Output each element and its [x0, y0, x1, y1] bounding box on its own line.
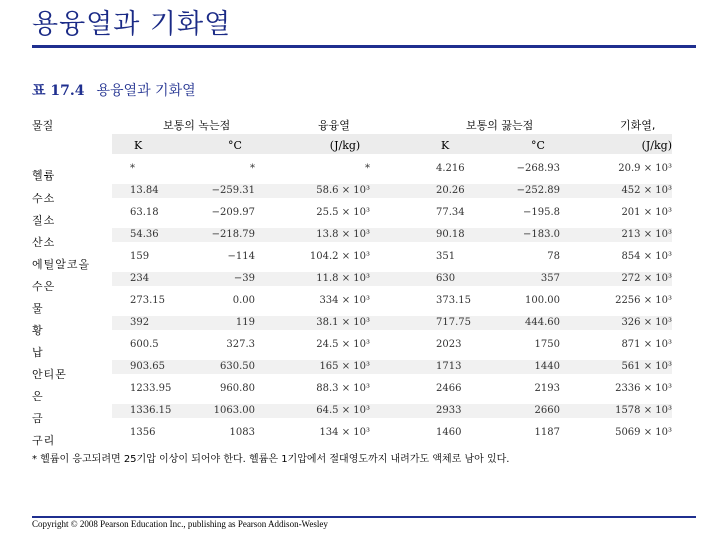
cell-k2: 2466	[436, 383, 462, 394]
copyright-notice: Copyright © 2008 Pearson Education Inc., publishing as Pearson Addison-Wesley	[32, 519, 328, 529]
cell-k1: 273.15	[130, 295, 165, 306]
cell-lv: 201 × 10³	[621, 207, 672, 218]
cell-c1: 1083	[229, 427, 255, 438]
table-number: 표 17.4	[32, 83, 85, 99]
cell-lv: 213 × 10³	[621, 229, 672, 240]
cell-lv: 20.9 × 10³	[618, 163, 672, 174]
cell-c2: 357	[540, 273, 560, 284]
cell-k2: 351	[436, 251, 456, 262]
row-label: 은	[32, 390, 44, 403]
unit-vaporization: (J/kg)	[641, 139, 672, 152]
cell-c2: 1750	[534, 339, 560, 350]
cell-c1: 1063.00	[213, 405, 255, 416]
cell-lv: 1578 × 10³	[615, 405, 672, 416]
cell-lf: 25.5 × 10³	[316, 207, 370, 218]
cell-lv: 272 × 10³	[621, 273, 672, 284]
cell-c2: −252.89	[516, 185, 560, 196]
cell-k1: 600.5	[130, 339, 159, 350]
cell-k1: 1336.15	[130, 405, 172, 416]
cell-k1: 1233.95	[130, 383, 172, 394]
cell-lf: 88.3 × 10³	[316, 383, 370, 394]
row-label: 금	[32, 412, 44, 425]
cell-lv: 2336 × 10³	[615, 383, 672, 394]
cell-k2: 1460	[436, 427, 462, 438]
cell-lf: 64.5 × 10³	[316, 405, 370, 416]
footer-divider	[32, 516, 696, 518]
row-label: 물	[32, 302, 44, 315]
cell-k1: 392	[130, 317, 150, 328]
cell-c1: −259.31	[211, 185, 255, 196]
cell-k1: 903.65	[130, 361, 165, 372]
cell-k1: 159	[130, 251, 150, 262]
row-stripe	[112, 404, 672, 418]
cell-c2: −195.8	[522, 207, 560, 218]
cell-lv: 561 × 10³	[621, 361, 672, 372]
cell-lv: 854 × 10³	[621, 251, 672, 262]
row-stripe	[112, 228, 672, 242]
cell-k2: 717.75	[436, 317, 471, 328]
cell-lv: 871 × 10³	[621, 339, 672, 350]
cell-lf: *	[365, 163, 370, 174]
cell-c2: 78	[547, 251, 560, 262]
table-title: 용융열과 기화열	[96, 83, 196, 99]
cell-k2: 20.26	[436, 185, 465, 196]
cell-c2: 1440	[534, 361, 560, 372]
cell-c2: −268.93	[516, 163, 560, 174]
row-label: 납	[32, 346, 44, 359]
header-melting-point: 보통의 녹는점	[163, 119, 231, 132]
cell-c2: 444.60	[525, 317, 560, 328]
table-footnote: * 헬륨이 응고되려면 25기압 이상이 되어야 한다. 헬륨은 1기압에서 절대영도까지 내려가도 액체로 남아 있다.	[32, 454, 510, 465]
cell-lf: 134 × 10³	[319, 427, 370, 438]
cell-k2: 630	[436, 273, 456, 284]
cell-c1: −39	[233, 273, 255, 284]
row-label: 황	[32, 324, 44, 337]
title-divider	[32, 45, 696, 48]
cell-lf: 11.8 × 10³	[316, 273, 370, 284]
cell-lf: 24.5 × 10³	[316, 339, 370, 350]
row-label: 에틸알코올	[32, 258, 91, 271]
row-stripe	[112, 316, 672, 330]
cell-lf: 58.6 × 10³	[316, 185, 370, 196]
cell-k2: 2023	[436, 339, 462, 350]
cell-lv: 5069 × 10³	[615, 427, 672, 438]
header-substance: 물질	[32, 119, 54, 132]
cell-c1: −114	[227, 251, 255, 262]
row-label: 질소	[32, 214, 56, 227]
unit-celsius-boiling: °C	[531, 139, 545, 152]
cell-c1: −218.79	[211, 229, 255, 240]
cell-c1: 630.50	[220, 361, 255, 372]
cell-c1: 119	[235, 317, 255, 328]
row-label: 구리	[32, 434, 56, 447]
unit-celsius-melting: °C	[228, 139, 242, 152]
cell-k1: 1356	[130, 427, 156, 438]
unit-fusion: (J/kg)	[329, 139, 361, 152]
row-label: 헬륨	[32, 169, 56, 182]
cell-c1: 327.3	[226, 339, 255, 350]
header-heat-of-fusion: 융융열	[318, 119, 350, 132]
cell-k2: 373.15	[436, 295, 471, 306]
header-heat-of-vaporization: 기화열,	[620, 119, 656, 132]
row-label: 산소	[32, 236, 56, 249]
row-stripe	[112, 360, 672, 374]
row-stripe	[112, 184, 672, 198]
cell-lf: 38.1 × 10³	[316, 317, 370, 328]
cell-c2: −183.0	[522, 229, 560, 240]
cell-k2: 1713	[436, 361, 462, 372]
cell-c2: 2193	[534, 383, 560, 394]
cell-c1: 0.00	[232, 295, 255, 306]
cell-lf: 334 × 10³	[319, 295, 370, 306]
cell-k1: 13.84	[130, 185, 159, 196]
unit-kelvin-boiling: K	[441, 139, 450, 152]
slide-title: 용융열과 기화열	[32, 9, 232, 40]
cell-lf: 13.8 × 10³	[316, 229, 370, 240]
row-label: 수은	[32, 280, 56, 293]
cell-k1: 54.36	[130, 229, 159, 240]
cell-c1: 960.80	[220, 383, 255, 394]
cell-c1: −209.97	[211, 207, 255, 218]
header-boiling-point: 보통의 끓는점	[466, 119, 534, 132]
cell-lf: 104.2 × 10³	[309, 251, 370, 262]
cell-k2: 77.34	[436, 207, 465, 218]
cell-c2: 2660	[534, 405, 560, 416]
cell-k2: 2933	[436, 405, 462, 416]
cell-lf: 165 × 10³	[319, 361, 370, 372]
cell-k2: 4.216	[436, 163, 465, 174]
cell-c2: 1187	[534, 427, 560, 438]
cell-k1: *	[130, 163, 135, 174]
cell-k2: 90.18	[436, 229, 465, 240]
cell-k1: 234	[130, 273, 150, 284]
cell-c1: *	[250, 163, 255, 174]
row-label: 안티몬	[32, 368, 67, 381]
row-stripe	[112, 272, 672, 286]
cell-lv: 2256 × 10³	[615, 295, 672, 306]
cell-lv: 452 × 10³	[621, 185, 672, 196]
unit-kelvin-melting: K	[134, 139, 143, 152]
cell-lv: 326 × 10³	[621, 317, 672, 328]
row-label: 수소	[32, 192, 56, 205]
table-caption	[32, 80, 196, 100]
units-header-band	[112, 134, 672, 154]
cell-k1: 63.18	[130, 207, 159, 218]
cell-c2: 100.00	[525, 295, 560, 306]
